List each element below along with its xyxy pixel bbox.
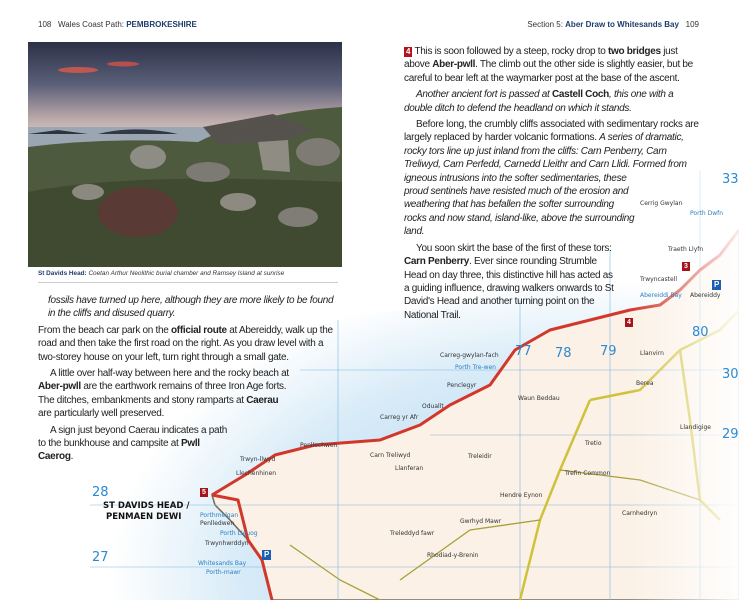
map-place: Porth-mawr <box>206 569 241 576</box>
photo-caption <box>38 270 338 283</box>
grid-label: 80 <box>692 325 709 340</box>
parking-icon: P <box>714 280 720 289</box>
text-run: This is soon followed by a steep, rocky drop to <box>412 46 608 57</box>
map-place: Tretio <box>585 440 602 447</box>
text-bold: Pwll Caerog <box>38 438 200 463</box>
map-place: Trefin Common <box>565 470 611 477</box>
text-bold: Aber-pwll <box>38 381 81 393</box>
map-place: Traeth Llyfn <box>668 246 704 253</box>
map-place: Porth Tre-wen <box>455 364 496 371</box>
page-number: 109 <box>685 20 699 29</box>
map-place: Carreg-gwylan-fach <box>440 352 499 359</box>
map-place: Carn Treliwyd <box>370 452 411 459</box>
grid-label: 27 <box>92 550 109 565</box>
waypoint-marker-3: 3 <box>684 263 688 270</box>
map-place: Waun Beddau <box>518 395 560 402</box>
map-place: Porth Lleuog <box>220 530 258 537</box>
map-place: Abereiddy <box>690 292 721 299</box>
grid-label: 33 <box>722 172 739 187</box>
paragraph <box>404 45 701 85</box>
text-run: are the earthwork remains of three Iron Age forts. The ditches, embankments and stony ramparts at <box>38 381 287 406</box>
page-number: 108 <box>38 20 52 29</box>
grid-label: 29 <box>722 427 739 442</box>
map-place: Carnhedryn <box>622 510 658 517</box>
text-run: . Ever since rounding Strumble Head on day three, this distinctive hill has acted as a guiding influence, drawing walkers onwards to St David's Head and another turning point on the National Trail. <box>404 256 614 321</box>
text-italic: A series of dramatic, rocky tors line up just inland from the cliffs: Carn Penberry, Carn Treliwyd, Carn Perfedd, Carnedd Lleithr and Carn Llidi. Formed from igneous intrusions into the softer sedimentaries, these proud sentinels have resisted much of the erosion and weathering that has befallen the softer surrounding rocks and now stand, island-like, above the surrounding land. <box>404 132 687 238</box>
grid-label: 28 <box>92 485 109 500</box>
text-run: , this one with a double ditch to defend the headland on which it stands. <box>404 89 674 114</box>
map-place: Llanvirn <box>640 350 664 357</box>
text-bold: Aber-pwll <box>432 59 476 71</box>
text-run: From the beach car park on the <box>38 324 171 336</box>
map-place: Trwyncastell <box>640 276 677 283</box>
map-place: Abereiddi Bay <box>640 292 682 299</box>
grid-label: 30 <box>722 367 739 382</box>
text-bold: Carn Penberry <box>404 256 470 268</box>
map-label-headland: ST DAVIDS HEAD / <box>103 501 190 511</box>
map-place: Porthmelgan <box>200 512 239 519</box>
text-wrap-spacer <box>636 180 704 380</box>
text-bold: Caerau <box>246 394 279 406</box>
map-place: Llandigige <box>680 424 711 431</box>
map-place: Treleidir <box>468 453 492 460</box>
map-place: Carreg yr Afr <box>380 414 419 421</box>
text-run: You soon skirt the base of the first of these tors: <box>416 242 612 254</box>
paragraph <box>404 242 619 322</box>
running-head-text: Section 5: <box>527 20 563 29</box>
running-head-bold: Aber Draw to Whitesands Bay <box>565 20 679 29</box>
running-head-bold: PEMBROKESHIRE <box>126 20 197 29</box>
paragraph <box>38 424 228 464</box>
grid-label: 78 <box>555 346 572 361</box>
text-run: Another ancient fort is passed at <box>416 89 552 101</box>
text-run: at Abereiddy, walk up the road and then take the first road on the right. As you draw level with a two-storey house on your left, turn right through a small gate. <box>38 324 333 363</box>
right-body-text <box>404 45 704 380</box>
caption-title: St Davids Head: <box>38 270 87 277</box>
text-run: just above <box>404 46 678 71</box>
map-label-headland-welsh: PENMAEN DEWI <box>106 512 182 522</box>
map-place: Penclegyr <box>447 382 477 389</box>
paragraph: fossils have turned up here, although they are more likely to be found in the cliffs and disused quarry. <box>48 295 334 320</box>
text-wrap-spacer <box>700 45 701 180</box>
map-place: Porth Dwfn <box>690 210 724 217</box>
waypoint-marker-5: 5 <box>202 489 206 496</box>
right-running-head <box>527 20 699 29</box>
text-run: A little over half-way between here and the rocky beach at <box>50 368 289 380</box>
paragraph <box>38 324 338 364</box>
map-place: Rhodiad-y-Brenin <box>427 552 479 559</box>
map-place: Cerrig Gwylan <box>640 200 683 207</box>
parking-icon: P <box>264 550 270 559</box>
text-run: . <box>70 451 74 463</box>
text-run: are particularly well preserved. <box>38 408 165 420</box>
text-bold: two bridges <box>607 46 661 57</box>
text-run: . The climb out the other side is slightly easier, but be careful to bear left at the waymarker post at the base of the ascent. <box>404 59 693 84</box>
map-place: Penlledwen <box>200 520 235 527</box>
grid-label: 79 <box>600 344 617 359</box>
grid-label: 77 <box>515 344 532 359</box>
map-place: Whitesands Bay <box>198 560 247 567</box>
map-place: Penllechwen <box>300 442 338 449</box>
map-place: Trwynhwrddyn <box>205 540 249 547</box>
text-run: Before long, the crumbly cliffs associated with sedimentary rocks are largely replaced by harder volcanic formations. <box>404 119 699 144</box>
waypoint-marker-4: 4 <box>627 319 631 326</box>
paragraph <box>38 367 293 421</box>
map-place: Trwyn-llwyd <box>240 456 276 463</box>
photo-st-davids-head <box>28 42 342 267</box>
text-run: A sign just beyond Caerau indicates a path to the bunkhouse and campsite at <box>38 424 227 450</box>
waypoint-marker-4: 4 <box>406 47 411 56</box>
paragraph <box>404 88 701 115</box>
text-bold: Castell Coch <box>552 89 609 101</box>
caption-text: Coetan Arthur Neolithic burial chamber and Ramsey Island at sunrise <box>88 270 285 277</box>
map-place: Hendre Eynon <box>500 492 543 499</box>
map-place: Treleddyd fawr <box>390 530 435 537</box>
running-head-text: Wales Coast Path: <box>58 20 124 29</box>
map-place: Berea <box>636 380 654 387</box>
map-place: Llanferan <box>395 465 424 472</box>
map-place: Gwrhyd Mawr <box>460 518 502 525</box>
map-place: Llechenhinen <box>236 470 277 477</box>
text-bold: official route <box>171 324 227 336</box>
map-place: Oduallt <box>422 403 444 410</box>
left-body-text <box>38 294 338 467</box>
left-running-head <box>38 20 197 29</box>
